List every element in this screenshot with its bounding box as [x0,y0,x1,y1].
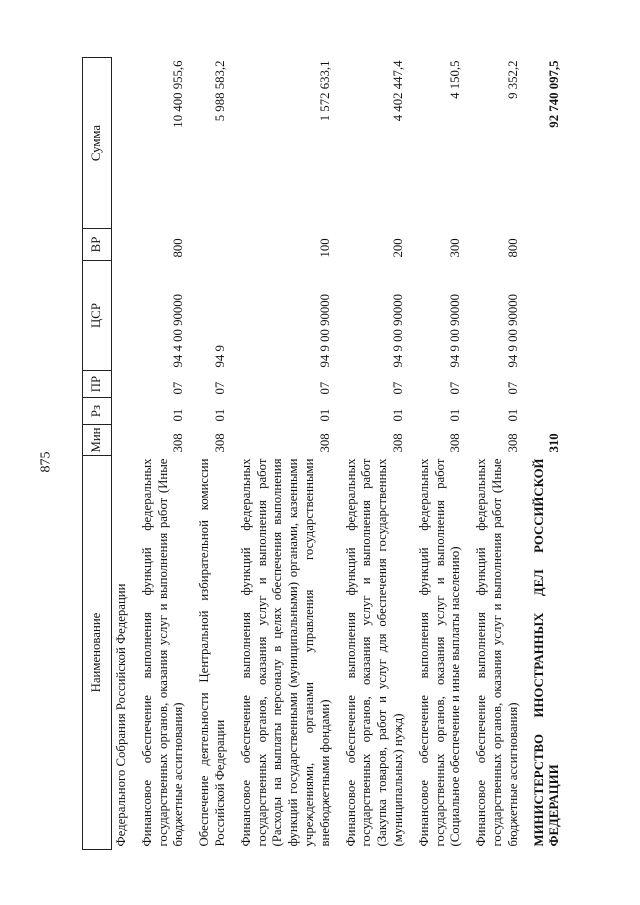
cell-sum: 10 400 955,6 [171,60,186,128]
cell-rz: 01 [448,408,463,422]
cell-name: Федерального Собрания Российской Федерации [114,583,128,847]
cell-pr: 07 [317,381,332,395]
cell-sum: 5 988 583,2 [212,60,227,122]
cell-csr: 94 9 00 90000 [448,293,463,368]
table-row [112,58,132,850]
table-row [336,58,409,850]
cell-pr: 07 [212,381,227,395]
cell-sum [112,58,132,229]
cell-rz: 01 [505,408,520,422]
table-row [524,58,566,850]
cell-rz: 01 [171,408,186,422]
header-pr: ПР [83,371,112,398]
cell-vr: 800 [171,238,186,258]
page-number [36,452,56,472]
header-sum: Сумма [83,58,112,229]
cell-name: Обеспечение деятельности Центральной избирательной комиссии Российской Федерации [197,458,227,847]
cell-sum: 4 150,5 [448,60,463,99]
cell-pr: 07 [171,381,186,395]
cell-vr: 300 [448,238,463,258]
cell-name: Финансовое обеспечение выполнения функций федеральных государственных органов, оказания услуг и выполнения работ (Закупка товаров, работ и услуг для обеспечения государственных (муниципальных) нужд) [343,458,405,847]
cell-min [112,425,132,456]
table-row [189,58,231,850]
header-rz: Рз [83,398,112,425]
cell-pr: 07 [448,381,463,395]
cell-csr: 94 9 00 90000 [390,293,405,368]
cell-pr [524,371,566,398]
cell-csr [112,261,132,371]
table-row [466,58,523,850]
cell-sum: 9 352,2 [505,60,520,99]
cell-sum: 92 740 097,5 [547,60,562,128]
header-min: Мин [83,425,112,456]
cell-min: 308 [448,433,463,453]
cell-min: 308 [317,433,332,453]
cell-rz [524,398,566,425]
cell-vr [189,229,231,261]
table-body [112,58,566,850]
cell-pr [112,371,132,398]
cell-rz: 01 [317,408,332,422]
cell-vr [112,229,132,261]
cell-name: МИНИСТЕРСТВО ИНОСТРАННЫХ ДЕЛ РОССИЙСКОЙ ФЕДЕРАЦИИ [531,458,562,847]
budget-table [82,57,565,850]
cell-name: Финансовое обеспечение выполнения функций федеральных государственных органов, оказания услуг и выполнения работ (Иные бюджетные ассигнования) [139,458,186,847]
cell-min: 308 [212,433,227,453]
cell-rz: 01 [390,408,405,422]
cell-name: Финансовое обеспечение выполнения функций федеральных государственных органов, оказания услуг и выполнения работ (Иные бюджетные ассигнования) [474,458,520,847]
header-csr: ЦСР [83,261,112,371]
table-row [132,58,189,850]
cell-sum: 4 402 447,4 [390,60,405,122]
cell-min: 310 [547,433,562,453]
cell-rz: 01 [212,408,227,422]
cell-csr: 94 9 [212,345,227,368]
budget-table-container [82,58,582,850]
cell-vr: 200 [390,238,405,258]
table-row [409,58,466,850]
table-row [231,58,336,850]
cell-vr: 100 [317,238,332,258]
cell-vr [524,229,566,261]
header-name: Наименование [83,456,112,850]
cell-pr: 07 [390,381,405,395]
cell-vr: 800 [505,238,520,258]
header-vr: ВР [83,229,112,261]
page-number-text: 875 [38,451,53,473]
cell-rz [112,398,132,425]
cell-csr: 94 4 00 90000 [171,293,186,368]
cell-pr: 07 [505,381,520,395]
cell-min: 308 [171,433,186,453]
cell-csr: 94 9 00 90000 [505,293,520,368]
cell-name: Финансовое обеспечение выполнения функций федеральных государственных органов, оказания услуг и выполнения работ (Социальное обеспечение и иные выплаты населению) [416,458,463,847]
cell-min: 308 [505,433,520,453]
cell-min: 308 [390,433,405,453]
cell-csr [524,261,566,371]
header-row [83,58,112,850]
cell-csr: 94 9 00 90000 [317,293,332,368]
cell-name: Финансовое обеспечение выполнения функций федеральных государственных органов, оказания услуг и выполнения работ (Расходы на выплаты персоналу в целях обеспечения выполнения функций государственными (муниципальными) органами, казенными учреждениями, органами управления государственными внебюджетными фондами) [238,458,332,847]
cell-sum: 1 572 633,1 [317,60,332,122]
